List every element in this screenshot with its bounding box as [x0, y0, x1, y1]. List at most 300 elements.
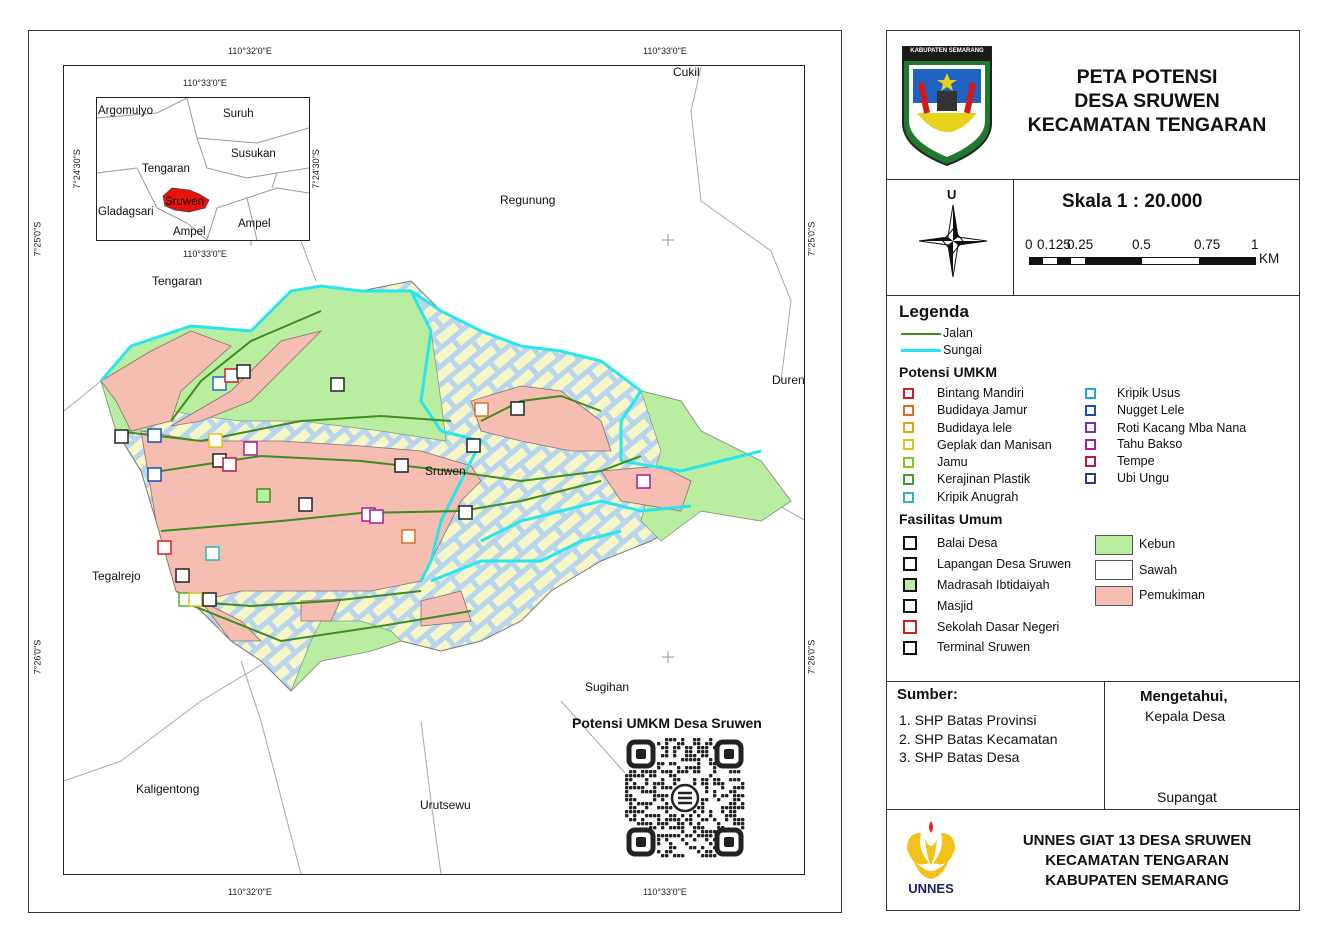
qr-module: [697, 762, 700, 765]
qr-module: [681, 770, 684, 773]
qr-module: [677, 746, 680, 749]
qr-module: [721, 810, 724, 813]
marker-balai-desa: [299, 498, 312, 511]
qr-module: [729, 814, 732, 817]
north-label: U: [947, 187, 957, 202]
sekolah-icon: [903, 620, 917, 634]
qr-module: [641, 802, 644, 805]
qr-module: [701, 746, 704, 749]
coord-top-left: 110°32'0"E: [228, 46, 272, 56]
qr-module: [661, 778, 664, 781]
qr-module: [697, 850, 700, 853]
qr-module: [641, 790, 644, 793]
footer-line-3: KABUPATEN SEMARANG: [1045, 872, 1229, 889]
qr-module: [669, 826, 672, 829]
qr-module: [649, 774, 652, 777]
qr-module: [705, 790, 708, 793]
qr-module: [661, 782, 664, 785]
qr-module: [709, 850, 712, 853]
qr-module: [737, 778, 740, 781]
qr-module: [709, 742, 712, 745]
qr-module: [661, 754, 664, 757]
qr-module: [657, 834, 660, 837]
qr-module: [633, 774, 636, 777]
qr-module: [681, 826, 684, 829]
landuse-pemukiman: Pemukiman: [1139, 588, 1205, 602]
qr-module: [705, 754, 708, 757]
qr-module: [641, 770, 644, 773]
qr-module: [653, 782, 656, 785]
sumber-2: 3. SHP Batas Desa: [899, 749, 1020, 765]
qr-module: [657, 838, 660, 841]
qr-module: [701, 754, 704, 757]
qr-module: [677, 778, 680, 781]
qr-module: [669, 850, 672, 853]
qr-module: [701, 846, 704, 849]
legend-jalan-line: [901, 333, 941, 335]
qr-module: [685, 746, 688, 749]
qr-module: [725, 818, 728, 821]
qr-module: [677, 818, 680, 821]
qr-module: [681, 822, 684, 825]
qr-module: [669, 762, 672, 765]
qr-module: [741, 782, 744, 785]
qr-module: [629, 786, 632, 789]
qr-module: [665, 834, 668, 837]
qr-module: [657, 850, 660, 853]
unnes-emblem-icon: [899, 819, 963, 889]
qr-module: [705, 838, 708, 841]
legend-sungai: Sungai: [943, 343, 982, 357]
qr-module: [665, 738, 668, 741]
scale-tick-0: 0: [1025, 237, 1033, 252]
marker-geplak-2: [189, 593, 202, 606]
qr-module: [657, 842, 660, 845]
qr-module: [673, 738, 676, 741]
marker-kripik-usus: [213, 377, 226, 390]
qr-module: [645, 770, 648, 773]
umkm-icon-r5: [1085, 473, 1096, 484]
qr-module: [661, 822, 664, 825]
logo-text: KABUPATEN SEMARANG: [910, 48, 984, 54]
qr-module: [729, 770, 732, 773]
umkm-title: Potensi UMKM: [899, 364, 997, 380]
qr-module: [713, 782, 716, 785]
umkm-left-6: Kripik Anugrah: [937, 490, 1019, 504]
qr-module: [637, 802, 640, 805]
qr-module: [713, 854, 716, 857]
qr-module: [665, 822, 668, 825]
qr-module: [681, 738, 684, 741]
qr-module: [729, 806, 732, 809]
marker-lapangan: [237, 365, 250, 378]
qr-module: [697, 814, 700, 817]
qr-module: [693, 846, 696, 849]
qr-module: [645, 806, 648, 809]
qr-module: [661, 806, 664, 809]
place-kaligentong: Kaligentong: [136, 782, 200, 796]
qr-module: [637, 786, 640, 789]
qr-module: [665, 838, 668, 841]
qr-module: [709, 854, 712, 857]
umkm-icon-r1: [1085, 405, 1096, 416]
qr-module: [705, 850, 708, 853]
qr-module: [737, 806, 740, 809]
qr-module: [697, 758, 700, 761]
qr-module: [717, 782, 720, 785]
unnes-logo-text: UNNES: [908, 881, 954, 896]
scale-text: Skala 1 : 20.000: [1062, 191, 1203, 212]
qr-module: [649, 790, 652, 793]
qr-module: [657, 822, 660, 825]
marker-madrasah-1: [467, 439, 480, 452]
qr-module: [665, 806, 668, 809]
scale-tick-0125: 0.125: [1037, 237, 1071, 252]
qr-module: [657, 814, 660, 817]
qr-module: [717, 798, 720, 801]
qr-module: [665, 746, 668, 749]
qr-module: [681, 758, 684, 761]
qr-module: [629, 774, 632, 777]
qr-module: [713, 790, 716, 793]
qr-pattern: [625, 738, 745, 858]
qr-module: [705, 778, 708, 781]
qr-module: [625, 814, 628, 817]
madrasah-icon: [903, 578, 917, 592]
qr-module: [685, 750, 688, 753]
landuse-kebun: Kebun: [1139, 537, 1176, 551]
qr-module: [689, 846, 692, 849]
inset-map: [96, 97, 310, 241]
qr-module: [701, 782, 704, 785]
qr-module: [673, 774, 676, 777]
qr-module: [665, 850, 668, 853]
marker-nugget-lele-1: [148, 429, 161, 442]
qr-module: [729, 802, 732, 805]
fasilitas-2: Madrasah Ibtidaiyah: [937, 578, 1050, 592]
qr-module: [725, 814, 728, 817]
qr-module: [733, 794, 736, 797]
qr-module: [721, 794, 724, 797]
umkm-icon-2: [903, 422, 914, 433]
qr-module: [653, 774, 656, 777]
qr-module: [685, 766, 688, 769]
umkm-right-0: Kripik Usus: [1117, 386, 1181, 400]
qr-module: [717, 822, 720, 825]
qr-module: [669, 846, 672, 849]
qr-module: [665, 794, 668, 797]
qr-module: [673, 746, 676, 749]
qr-module: [689, 754, 692, 757]
umkm-left-2: Budidaya lele: [937, 421, 1013, 435]
qr-module: [689, 814, 692, 817]
qr-module: [689, 750, 692, 753]
qr-module: [693, 742, 696, 745]
qr-module: [673, 762, 676, 765]
qr-module: [705, 750, 708, 753]
qr-module: [633, 798, 636, 801]
qr-module: [665, 854, 668, 857]
qr-module: [733, 786, 736, 789]
fasilitas-5: Terminal Sruwen: [937, 640, 1031, 654]
qr-module: [629, 810, 632, 813]
qr-module: [661, 794, 664, 797]
scale-tick-025: 0.25: [1067, 237, 1094, 252]
qr-module: [645, 822, 648, 825]
qr-module: [633, 770, 636, 773]
qr-module: [713, 778, 716, 781]
fasilitas-0: Balai Desa: [937, 536, 998, 550]
kepala-desa-label: Kepala Desa: [1145, 708, 1226, 724]
qr-module: [633, 818, 636, 821]
north-arrow-icon: [917, 203, 989, 279]
qr-module: [649, 802, 652, 805]
qr-module: [649, 814, 652, 817]
footer-line-1: UNNES GIAT 13 DESA SRUWEN: [1022, 832, 1252, 849]
qr-module: [653, 770, 656, 773]
qr-module: [661, 746, 664, 749]
inset-label-argomulyo: Argomulyo: [98, 105, 153, 117]
umkm-right-1: Nugget Lele: [1117, 403, 1185, 417]
qr-module: [661, 770, 664, 773]
qr-module: [665, 786, 668, 789]
qr-module: [729, 778, 732, 781]
marker-tahu-bakso-2: [370, 510, 383, 523]
footer-line-2: KECAMATAN TENGARAN: [1045, 852, 1229, 869]
qr-module: [701, 750, 704, 753]
place-regunung: Regunung: [500, 193, 556, 207]
qr-module: [677, 766, 680, 769]
umkm-icon-r0: [1085, 388, 1096, 399]
map-title: [997, 65, 1297, 137]
place-duren: Duren: [772, 373, 805, 387]
qr-module: [677, 822, 680, 825]
qr-module: [697, 738, 700, 741]
qr-module: [701, 802, 704, 805]
qr-module: [725, 794, 728, 797]
marker-budidaya-jamur: [475, 403, 488, 416]
qr-module: [705, 782, 708, 785]
qr-module: [709, 762, 712, 765]
qr-module: [717, 778, 720, 781]
qr-module: [713, 818, 716, 821]
marker-kerajinan-plastik: [257, 489, 270, 502]
marker-masjid-4: [395, 459, 408, 472]
qr-module: [733, 798, 736, 801]
qr-module: [673, 750, 676, 753]
qr-module: [741, 786, 744, 789]
marker-masjid-2: [511, 402, 524, 415]
qr-module: [693, 758, 696, 761]
scale-tick-075: 0.75: [1194, 237, 1221, 252]
qr-module: [709, 758, 712, 761]
swatch-pemukiman: [1095, 586, 1133, 606]
qr-module: [733, 822, 736, 825]
qr-module: [669, 806, 672, 809]
qr-module: [693, 754, 696, 757]
qr-module: [733, 806, 736, 809]
qr-module: [657, 762, 660, 765]
qr-module: [685, 758, 688, 761]
qr-module: [729, 810, 732, 813]
qr-module: [641, 822, 644, 825]
qr-module: [625, 790, 628, 793]
umkm-icon-4: [903, 457, 914, 468]
qr-module: [701, 834, 704, 837]
qr-module: [669, 770, 672, 773]
qr-module: [737, 794, 740, 797]
qr-module: [641, 810, 644, 813]
marker-geplak: [209, 434, 222, 447]
fasilitas-1: Lapangan Desa Sruwen: [937, 557, 1072, 571]
qr-module: [661, 786, 664, 789]
mengetahui-label: Mengetahui,: [1140, 688, 1228, 705]
qr-module: [709, 810, 712, 813]
swatch-sawah: [1095, 560, 1133, 580]
qr-module: [733, 818, 736, 821]
qr-module: [653, 786, 656, 789]
qr-module: [629, 818, 632, 821]
qr-module: [693, 766, 696, 769]
qr-module: [625, 798, 628, 801]
qr-module: [657, 742, 660, 745]
qr-module: [701, 818, 704, 821]
qr-module: [669, 774, 672, 777]
qr-module: [649, 822, 652, 825]
title-line-3: KECAMATAN TENGARAN: [1027, 114, 1267, 136]
qr-module: [701, 830, 704, 833]
qr-module: [697, 770, 700, 773]
qr-module: [625, 794, 628, 797]
umkm-icon-6: [903, 492, 914, 503]
qr-module: [689, 818, 692, 821]
qr-module: [669, 786, 672, 789]
qr-module: [705, 830, 708, 833]
place-cukil: Cukil: [673, 65, 700, 79]
coord-right-bottom: 7°26'0"S: [806, 639, 817, 675]
swatch-kebun: [1095, 535, 1133, 555]
place-tengaran: Tengaran: [152, 274, 203, 288]
qr-module: [681, 830, 684, 833]
legend-jalan: Jalan: [943, 326, 973, 340]
qr-module: [709, 814, 712, 817]
marker-sekolah: [158, 541, 171, 554]
qr-module: [701, 806, 704, 809]
marker-masjid-3: [115, 430, 128, 443]
qr-module: [697, 750, 700, 753]
qr-module: [697, 806, 700, 809]
qr-module: [677, 742, 680, 745]
qr-module: [697, 826, 700, 829]
qr-module: [733, 810, 736, 813]
qr-module: [637, 774, 640, 777]
qr-module: [685, 770, 688, 773]
coord-bottom-right: 110°33'0"E: [643, 887, 687, 897]
place-sugihan: Sugihan: [585, 680, 630, 694]
umkm-left-3: Geplak dan Manisan: [937, 438, 1052, 452]
qr-module: [629, 770, 632, 773]
place-urutsewu: Urutsewu: [420, 798, 471, 812]
qr-module: [713, 770, 716, 773]
qr-module: [625, 778, 628, 781]
qr-module: [693, 810, 696, 813]
qr-module: [721, 806, 724, 809]
qr-module: [673, 818, 676, 821]
qr-module: [693, 778, 696, 781]
qr-module: [741, 818, 744, 821]
qr-module: [637, 822, 640, 825]
qr-module: [721, 786, 724, 789]
qr-module: [669, 834, 672, 837]
qr-module: [737, 770, 740, 773]
qr-module: [681, 742, 684, 745]
qr-module: [673, 814, 676, 817]
marker-masjid-5: [176, 569, 189, 582]
qr-module: [645, 802, 648, 805]
lapangan-icon: [903, 557, 917, 571]
qr-module: [685, 818, 688, 821]
qr-module: [657, 782, 660, 785]
kabupaten-shield-icon: [899, 43, 995, 168]
kabupaten-logo: [899, 43, 995, 168]
unnes-logo: [899, 819, 963, 901]
inset-label-suruh: Suruh: [223, 108, 254, 120]
qr-module: [689, 822, 692, 825]
qr-module: [701, 854, 704, 857]
marker-terminal-2: [203, 593, 216, 606]
qr-module: [645, 782, 648, 785]
marker-kripik-anugrah: [206, 547, 219, 560]
qr-module: [693, 770, 696, 773]
qr-module: [633, 782, 636, 785]
qr-module: [653, 794, 656, 797]
qr-module: [697, 766, 700, 769]
qr-module: [681, 838, 684, 841]
qr-module: [641, 818, 644, 821]
qr-module: [685, 754, 688, 757]
masjid-icon: [903, 599, 917, 613]
qr-module: [697, 822, 700, 825]
place-sruwen: Sruwen: [425, 464, 466, 478]
coord-right-top: 7°25'0"S: [806, 221, 817, 257]
qr-code[interactable]: [625, 738, 745, 858]
qr-module: [645, 778, 648, 781]
fasilitas-3: Masjid: [937, 599, 974, 613]
umkm-right-3: Tahu Bakso: [1117, 437, 1183, 451]
qr-module: [661, 798, 664, 801]
qr-module: [673, 854, 676, 857]
qr-module: [709, 830, 712, 833]
qr-module: [737, 822, 740, 825]
qr-module: [633, 810, 636, 813]
qr-module: [701, 810, 704, 813]
legend-title: Legenda: [899, 302, 969, 321]
inset-canvas: [97, 98, 309, 240]
inset-coord-top: 110°33'0"E: [183, 78, 227, 88]
qr-module: [657, 794, 660, 797]
umkm-icon-r4: [1085, 456, 1096, 467]
inset-coord-left: 7°24'30"S: [71, 149, 82, 189]
marker-terminal: [459, 506, 472, 519]
inset-label-ampel-1: Ampel: [173, 226, 206, 238]
qr-module: [697, 746, 700, 749]
qr-title: Potensi UMKM Desa Sruwen: [572, 715, 762, 731]
marker-tempe: [223, 458, 236, 471]
qr-module: [685, 842, 688, 845]
qr-module: [701, 778, 704, 781]
balai-desa-icon: [903, 536, 917, 550]
qr-module: [713, 766, 716, 769]
